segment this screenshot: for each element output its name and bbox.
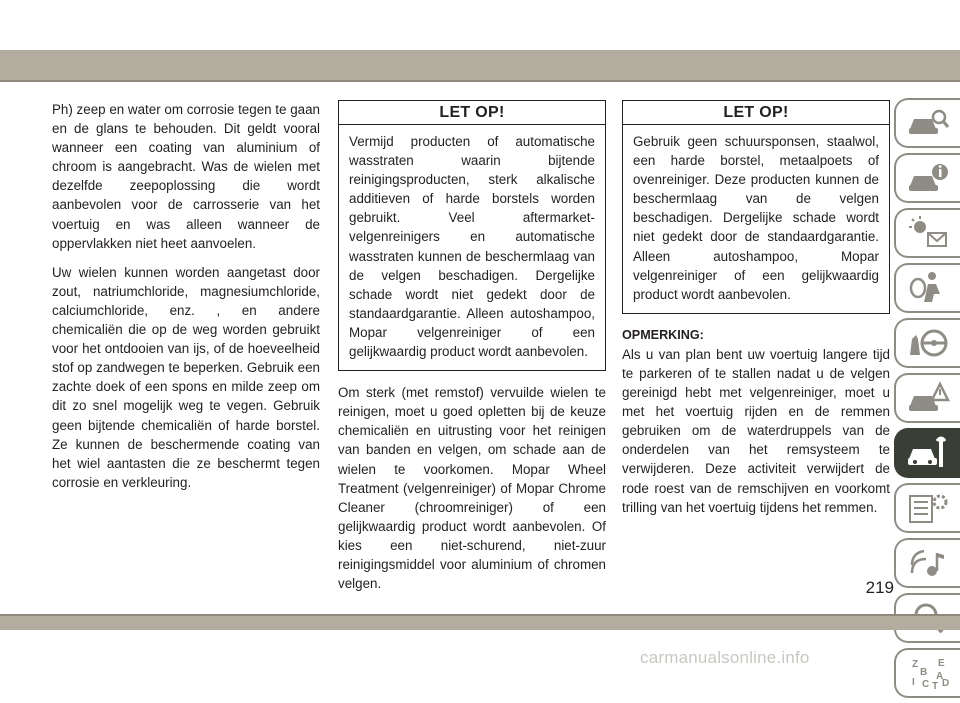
index-letter: Z [912,659,919,670]
index-letter: I [912,677,915,688]
index-letter: A [936,671,944,682]
note-body: Als u van plan bent uw voertuig langere tijd te parkeren of te stallen nadat u de velgen gereinigd hebt met velgenreiniger, moet u met het voertuig rijden en de remmen gebruiken om de waterdruppels van de onderdelen van het remsysteem te verwijderen. Deze activiteit verwijdert de rode roest van de remschijven en voorkomt trilling van het voertuig tijdens het remmen. [622,346,890,515]
paragraph-brake-dust: Om sterk (met remstof) vervuilde wielen te reinigen, moet u goed opletten bij de keuze chemicaliën en uitrusting voor het reinigen van banden en velgen, om schade aan de wielen te voorkomen. Mopar Wheel Treatment (velgenreiniger) of Mopar Chrome Cleaner (chroomreiniger) of een gelijkwaardig product wordt aanbevolen. Of kies een niet-schurend, niet-zuur reinigingsmiddel voor aluminium of chromen velgen. [338,385,606,592]
index-letter: E [938,658,945,669]
warning-body-1: Vermijd producten of automatische wasstraten waarin bijtende reinigingsproducten, sterk alkalische additieven of harde borstels worden gebruikt. Veel aftermarket-velgenreinigers en automatische wasstraten kunnen de beschermlaag van de velgen beschadigen. Dergelijke schade wordt niet gedekt door de standaardgarantie. Alleen autoshampoo, Mopar velgenreiniger of een gelijkwaardig product wordt aanbevolen. [349,134,595,360]
tab-warning-lights[interactable] [894,208,960,258]
tab-starting-driving[interactable] [894,318,960,368]
top-band-line [0,80,960,82]
bottom-band [0,616,960,630]
paragraph-corrosion: Ph) zeep en water om corrosie tegen te gaan en de glans te behouden. Dit geldt vooral wanneer een coating van aluminium of chroom is aangebracht. Was de wielen met dezelfde zeepoplossing die wordt aanbevolen voor de carrosserie van het voertuig en was alleen wanneer de oppervlakken niet heet aanvoelen. [52,102,320,251]
index-letter: C [922,679,930,690]
airbag-person-icon [906,270,950,306]
tab-emergency[interactable] [894,373,960,423]
tab-servicing-maintenance[interactable] [894,428,960,478]
steering-wheel-icon [906,325,950,361]
top-band [0,50,960,80]
tab-vehicle-info[interactable] [894,98,960,148]
warning-box-1 [338,100,606,371]
tab-safety[interactable] [894,263,960,313]
chapter-tabs [894,98,960,703]
note-heading: OPMERKING: [622,327,704,342]
tab-multimedia[interactable] [894,538,960,588]
music-signal-icon [906,545,950,581]
tab-dashboard[interactable] [894,153,960,203]
warning-body-2: Gebruik geen schuursponsen, staalwol, een harde borstel, metaalpoets of ovenreiniger. Deze producten kunnen de beschermlaag van de velgen beschadigen. Dergelijke schade wordt niet gedekt door de standaardgarantie. Alleen autoshampoo, Mopar velgenreiniger of een gelijkwaardig product wordt aanbevolen. [633,134,879,302]
watermark: carmanualsonline.info [640,648,810,667]
index-letter: D [942,678,950,689]
warning-title-2: LET OP! [623,101,889,125]
car-info-icon [906,160,950,196]
index-letters-icon [906,655,950,691]
car-triangle-icon [906,380,950,416]
column-right [622,100,890,527]
tab-technical-specs[interactable] [894,483,960,533]
light-message-icon [906,215,950,251]
index-letter: T [932,681,939,691]
car-search-icon [906,105,950,141]
page-number: 219 [865,578,894,597]
paragraph-chemicals: Uw wielen kunnen worden aangetast door zout, natriumchloride, magnesiumchloride, calciumchloride, enz. , en andere chemicaliën die op de weg worden gebruikt voor het ontdooien van ijs, of de hoeveelheid stof op zandwegen te beperken. Gebruik een zachte doek of een spons en milde zeep om dit zo snel mogelijk weg te vegen. Gebruik geen bijtende chemicaliën of harde borstel. Ze kunnen de beschermende coating van het wiel aantasten die ze beschermt tegen corrosie en verkleuring. [52,264,320,490]
column-left [52,100,320,502]
tab-index[interactable] [894,648,960,698]
list-gear-icon [906,490,950,526]
column-middle [338,100,606,603]
warning-box-2 [622,100,890,314]
warning-title-1: LET OP! [339,101,605,125]
car-wrench-icon [906,435,950,471]
index-letter: B [920,667,928,678]
